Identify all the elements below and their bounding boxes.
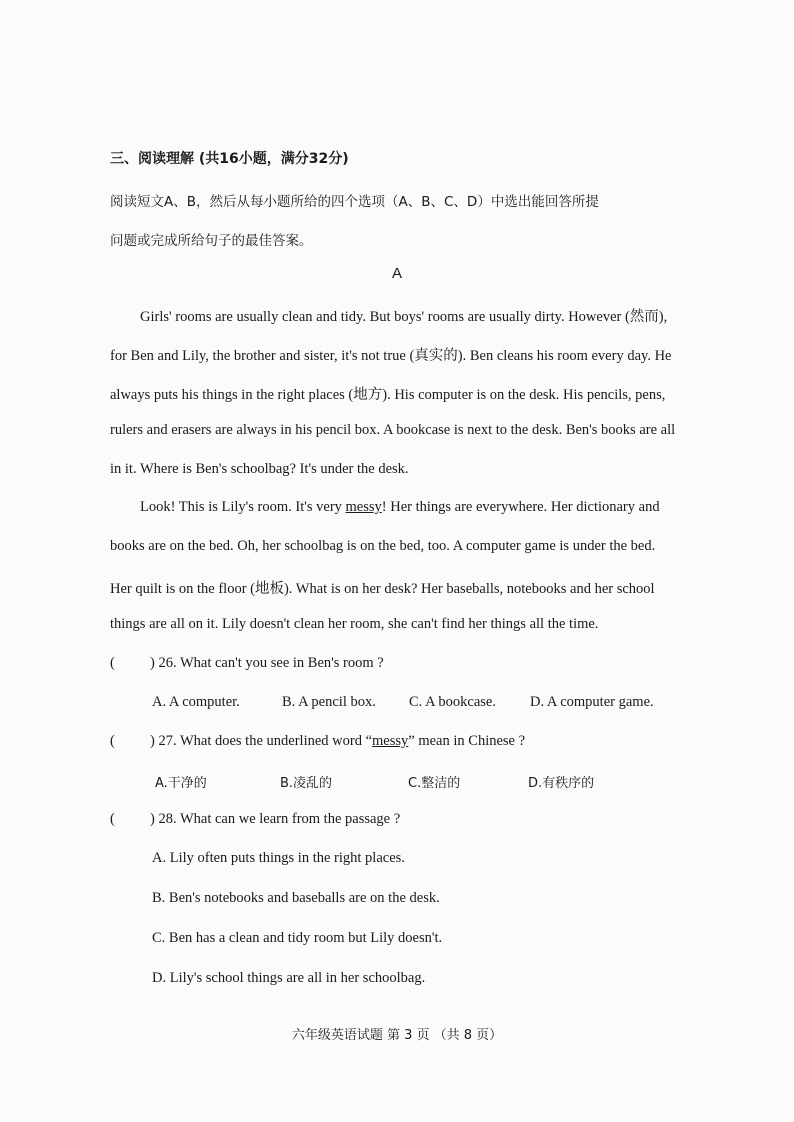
passage-line: for Ben and Lily, the brother and sister, it's not true (真实的). Ben cleans his room every day. He: [110, 348, 672, 364]
passage-line: [140, 499, 680, 516]
passage-line: Her quilt is on the floor (地板). What is on her desk? Her baseballs, notebooks and her school: [110, 581, 655, 597]
underlined-word: messy: [372, 733, 409, 749]
passage-text: ! Her things are everywhere. Her dictionary and: [381, 499, 660, 515]
passage-line: Girls' rooms are usually clean and tidy. But boys' rooms are usually dirty. However (然而),: [140, 309, 668, 325]
option-b: B. A pencil box.: [282, 694, 376, 710]
option-b: B.凌乱的: [280, 776, 333, 791]
question-text: 26. What can't you see in Ben's room ?: [158, 655, 384, 671]
option-c: C. Ben has a clean and tidy room but Lily doesn't.: [152, 930, 443, 946]
page-footer: 六年级英语试题 第 3 页 （共 8 页）: [291, 1028, 503, 1043]
option-c: C. A bookcase.: [409, 694, 496, 710]
option-a: A. A computer.: [152, 694, 240, 710]
option-c: C.整洁的: [408, 776, 461, 791]
question-26: [110, 655, 384, 672]
option-a: A.干净的: [155, 776, 207, 791]
question-28: [110, 811, 400, 828]
option-a: A. Lily often puts things in the right places.: [152, 850, 405, 866]
underlined-word: messy: [345, 499, 382, 515]
answer-paren-left: (: [110, 655, 115, 671]
answer-paren-left: (: [110, 811, 115, 827]
passage-line: always puts his things in the right places (地方). His computer is on the desk. His pencils, pens,: [110, 387, 666, 403]
passage-line: books are on the bed. Oh, her schoolbag is on the bed, too. A computer game is under the bed.: [110, 538, 656, 554]
passage-text: Look! This is Lily's room. It's very: [140, 499, 346, 515]
passage-line: things are all on it. Lily doesn't clean her room, she can't find her things all the time.: [110, 616, 599, 632]
section-title: 三、阅读理解 (共16小题，满分32分): [110, 151, 349, 167]
passage-line: in it. Where is Ben's schoolbag? It's under the desk.: [110, 461, 409, 477]
answer-paren-right: ): [150, 733, 155, 749]
passage-letter: A: [391, 265, 402, 282]
question-text: 28. What can we learn from the passage ?: [158, 811, 401, 827]
passage-line: rulers and erasers are always in his pencil box. A bookcase is next to the desk. Ben's books are all: [110, 422, 676, 438]
option-d: D.有秩序的: [528, 776, 595, 791]
question-text: ” mean in Chinese ?: [408, 733, 526, 749]
question-27: [110, 733, 525, 750]
answer-paren-right: ): [150, 655, 155, 671]
instruction-line-1: 阅读短文A、B，然后从每小题所给的四个选项（A、B、C、D）中选出能回答所提: [110, 194, 599, 210]
instruction-line-2: 问题或完成所给句子的最佳答案。: [110, 233, 313, 249]
option-d: D. A computer game.: [530, 694, 654, 710]
answer-paren-left: (: [110, 733, 115, 749]
question-text: 27. What does the underlined word “: [158, 733, 373, 749]
answer-paren-right: ): [150, 811, 155, 827]
option-d: D. Lily's school things are all in her schoolbag.: [152, 970, 426, 986]
option-b: B. Ben's notebooks and baseballs are on the desk.: [152, 890, 440, 906]
